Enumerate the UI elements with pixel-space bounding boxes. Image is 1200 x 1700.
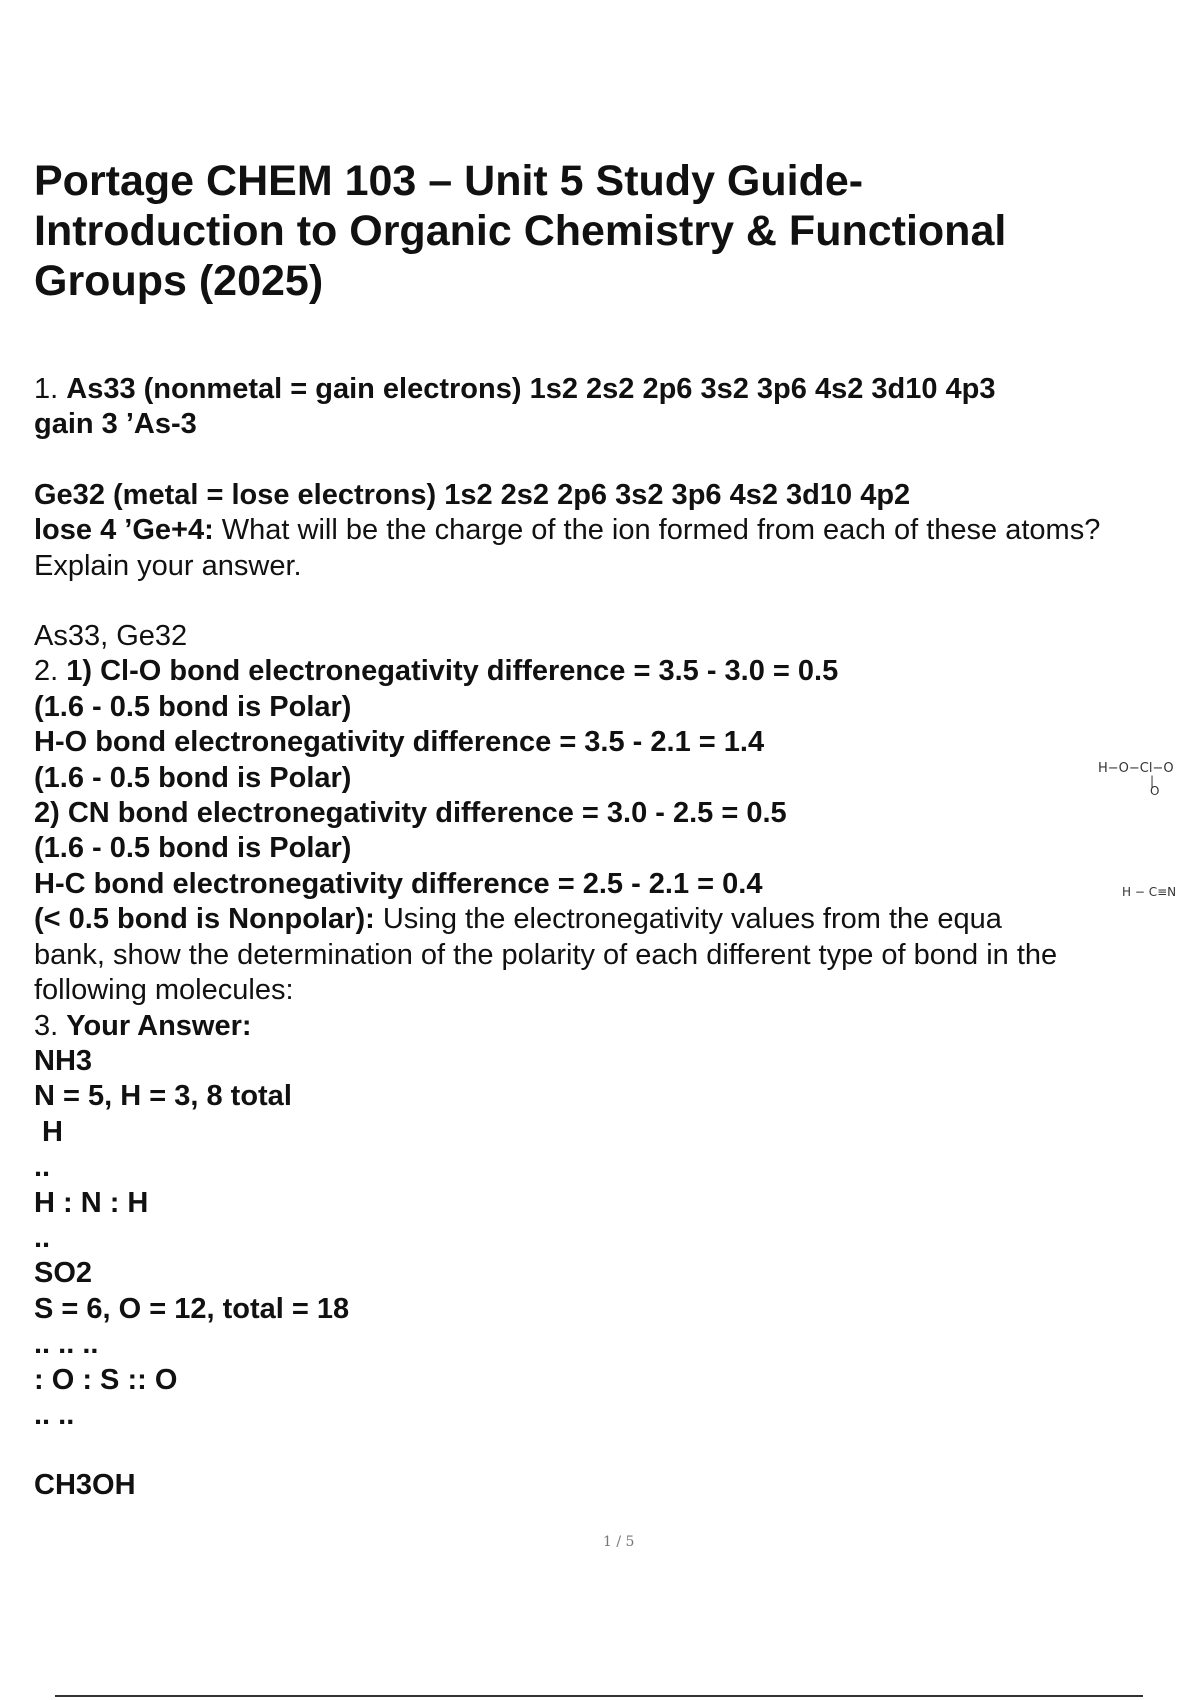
q3-answer-label: Your Answer: <box>66 1009 252 1042</box>
title-line-1: Portage CHEM 103 – Unit 5 Study Guide- <box>34 157 864 205</box>
q2-line-8-bold: (< 0.5 bond is Nonpolar): <box>34 903 375 936</box>
q1-line-6: As33, Ge32 <box>34 620 188 653</box>
q1-text-1: As33 (nonmetal = gain electrons) 1s2 2s2 2p6 3s2 3p6 4s2 3d10 4p3 <box>66 373 996 405</box>
nh3-dots-2: .. <box>34 1221 51 1254</box>
q2-line-1 <box>34 654 1194 689</box>
q2-line-6: (1.6 - 0.5 bond is Polar) <box>34 832 352 865</box>
q2-line-8-rest: Using the electronegativity values from the equa <box>374 903 1002 936</box>
page-number: 1 / 5 <box>603 1534 635 1550</box>
hcn-structure-diagram: H − C≡N <box>1122 885 1177 899</box>
q2-line-8 <box>34 902 1194 937</box>
title-line-3: Groups (2025) <box>34 257 324 305</box>
ch3oh-formula: CH3OH <box>34 1469 136 1502</box>
q2-line-3: H-O bond electronegativity difference = 3.5 - 2.1 = 1.4 <box>34 726 765 759</box>
q2-line-10: following molecules: <box>34 974 294 1007</box>
q1-number: 1. <box>34 373 59 405</box>
q2-line-4: (1.6 - 0.5 bond is Polar) <box>34 761 352 794</box>
hclo2-structure-bond: | <box>1150 774 1155 788</box>
nh3-dots-1: .. <box>34 1151 51 1184</box>
q1-line-4-rest: What will be the charge of the ion formed from each of these atoms? <box>213 514 1101 547</box>
page-bottom-divider <box>55 1695 1143 1697</box>
q3-number: 3. <box>34 1009 59 1042</box>
so2-structure: : O : S :: O <box>34 1363 178 1396</box>
title-line-2: Introduction to Organic Chemistry & Functional <box>34 207 1007 255</box>
nh3-formula: NH3 <box>34 1044 93 1077</box>
q2-line-7: H-C bond electronegativity difference = 2.5 - 2.1 = 0.4 <box>34 867 763 900</box>
q3-line-1 <box>34 1009 1194 1044</box>
hclo2-structure-diagram <box>1098 762 1174 796</box>
document-title <box>34 156 1134 306</box>
q1-line-2: gain 3 ’As-3 <box>34 408 197 441</box>
q2-line-5: 2) CN bond electronegativity difference = 3.0 - 2.5 = 0.5 <box>34 797 787 830</box>
q1-line-3: Ge32 (metal = lose electrons) 1s2 2s2 2p6 3s2 3p6 4s2 3d10 4p2 <box>34 478 911 511</box>
q2-text-1: 1) Cl-O bond electronegativity difference = 3.5 - 3.0 = 0.5 <box>66 655 839 688</box>
so2-dots-2: .. .. <box>34 1398 75 1431</box>
nh3-electron-count: N = 5, H = 3, 8 total <box>34 1080 292 1113</box>
so2-dots-1: .. .. .. <box>34 1328 99 1361</box>
nh3-top-h: H <box>42 1115 63 1148</box>
q1-line-1 <box>34 372 1194 407</box>
nh3-structure: H : N : H <box>34 1186 149 1219</box>
q2-line-9: bank, show the determination of the polarity of each different type of bond in the <box>34 938 1058 971</box>
so2-electron-count: S = 6, O = 12, total = 18 <box>34 1292 350 1325</box>
q1-line-5: Explain your answer. <box>34 549 302 582</box>
so2-formula: SO2 <box>34 1257 93 1290</box>
q2-number: 2. <box>34 655 59 688</box>
hclo2-structure-sub: O <box>1150 784 1160 798</box>
q1-line-4-bold: lose 4 ’Ge+4: <box>34 514 214 547</box>
q1-line-4 <box>34 513 1194 548</box>
document-body <box>34 372 1194 1504</box>
hclo2-structure-row: H−O−Cl−O <box>1098 761 1174 776</box>
q2-line-2: (1.6 - 0.5 bond is Polar) <box>34 690 352 723</box>
